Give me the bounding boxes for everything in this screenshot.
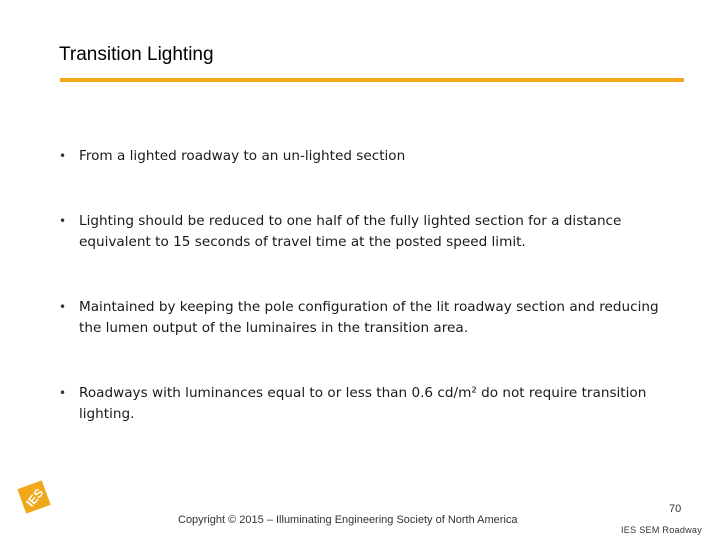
ies-logo <box>15 478 53 516</box>
bullet-list <box>58 146 678 469</box>
bullet-item: • Lighting should be reduced to one half of the fully lighted section for a distance equivalent to 15 seconds of travel time at the posted speed limit. <box>58 211 678 253</box>
bullet-item: • Maintained by keeping the pole configuration of the lit roadway section and reducing the lumen output of the luminaires in the transition area. <box>58 297 678 339</box>
deck-name: IES SEM Roadway <box>621 525 703 535</box>
copyright-text: Copyright © 2015 – Illuminating Engineering Society of North America <box>178 514 518 526</box>
bullet-item: • Roadways with luminances equal to or less than 0.6 cd/m² do not require transition lighting. <box>58 383 678 425</box>
ies-logo-text: IES <box>23 485 47 510</box>
page-number: 70 <box>669 503 682 515</box>
title-underline <box>60 78 684 82</box>
bullet-item: • From a lighted roadway to an un-lighted section <box>58 146 678 167</box>
slide-title: Transition Lighting <box>59 44 214 65</box>
